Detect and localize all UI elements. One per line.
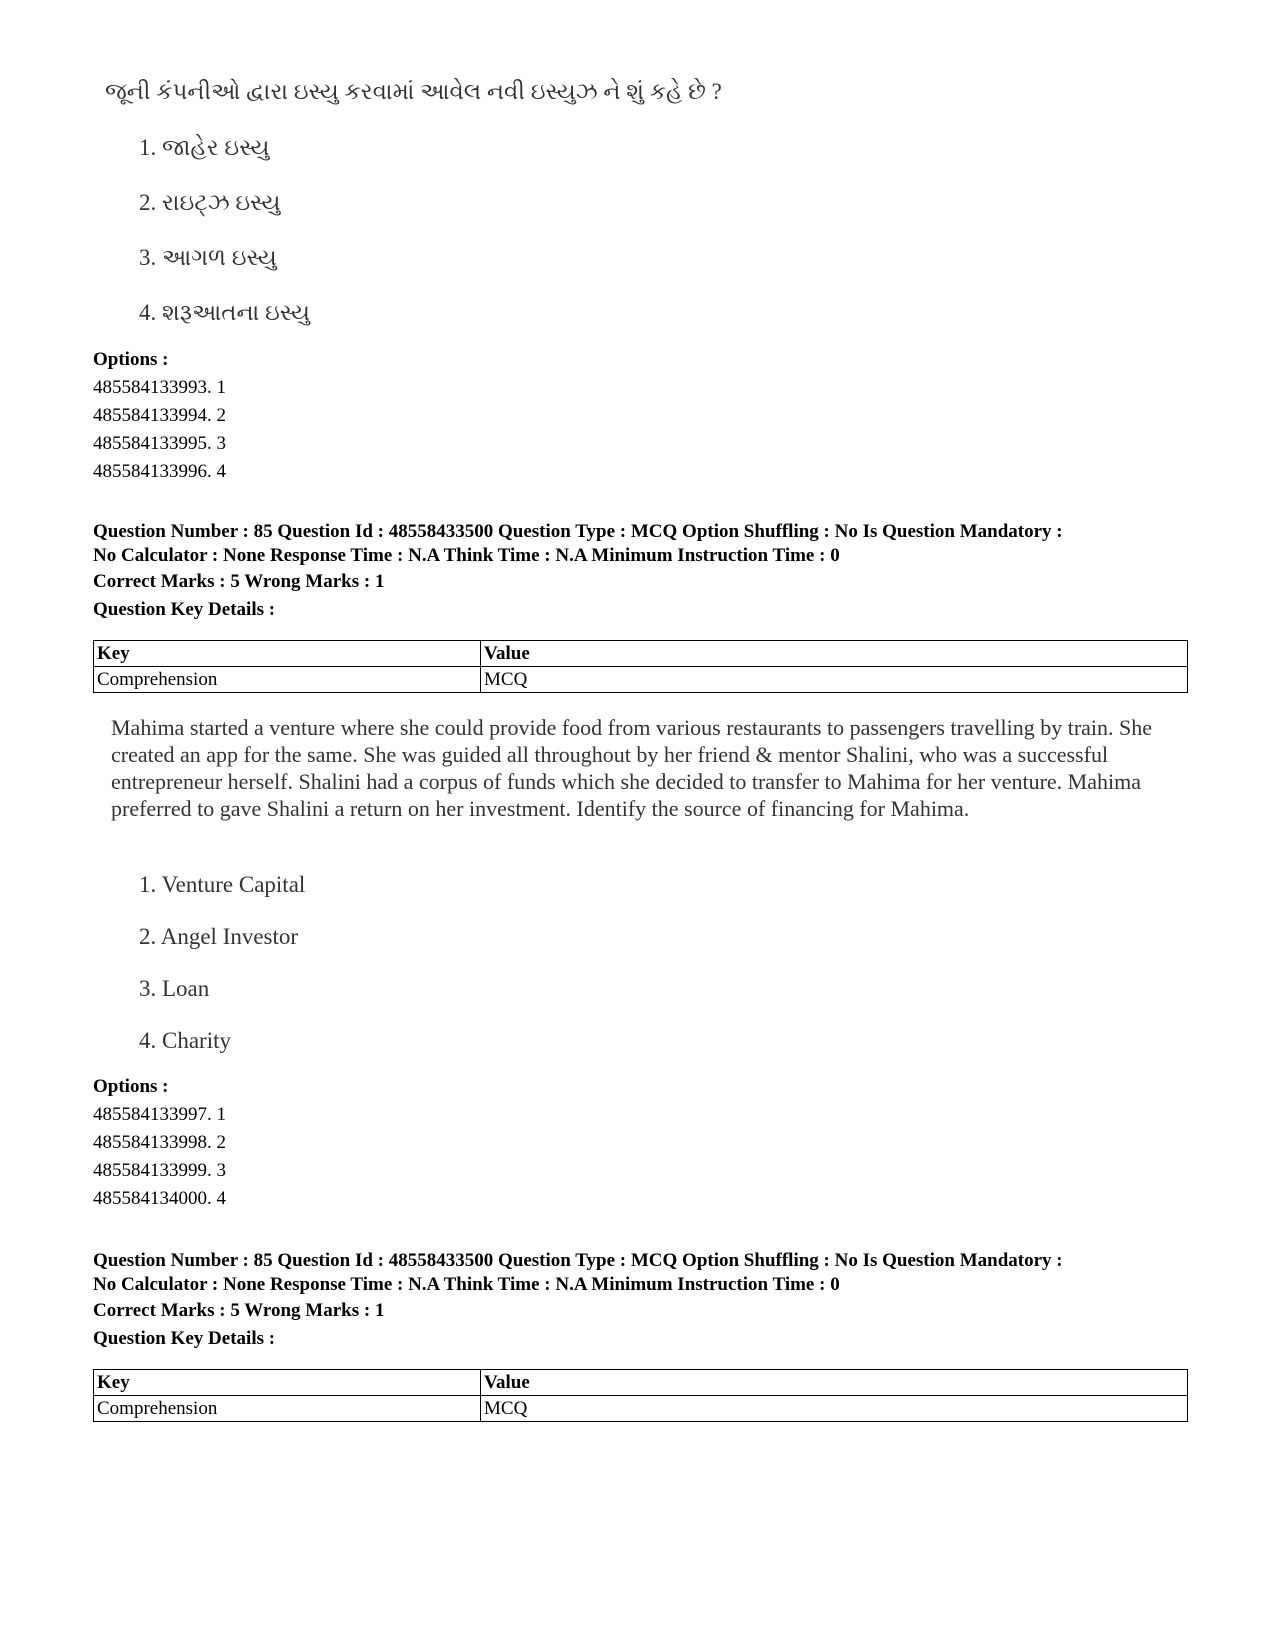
choice-item: 4. શરૂઆતના ઇસ્યુ — [139, 300, 311, 325]
table-row — [94, 1396, 1188, 1422]
table-header-row — [94, 641, 1188, 667]
table-header-key: Key — [94, 641, 481, 667]
choice-item: 3. Loan — [139, 976, 210, 1001]
table-header-row — [94, 1370, 1188, 1396]
table-cell-value: MCQ — [481, 667, 1188, 693]
table-cell-key: Comprehension — [94, 667, 481, 693]
choice-item: 2. Angel Investor — [139, 924, 299, 949]
option-line: 485584133999. 3 — [93, 1160, 226, 1181]
marks-line: Correct Marks : 5 Wrong Marks : 1 — [93, 1300, 385, 1321]
table-cell-value: MCQ — [481, 1396, 1188, 1422]
option-line: 485584133997. 1 — [93, 1104, 226, 1125]
gujarati-question-image — [105, 78, 722, 353]
question-meta-line: No Calculator : None Response Time : N.A Think Time : N.A Minimum Instruction Time : 0 — [93, 1274, 840, 1295]
choice-item: 2. રાઇટ્ઝ ઇસ્યુ — [139, 190, 281, 215]
options-list — [93, 346, 226, 486]
question-meta-line: No Calculator : None Response Time : N.A Think Time : N.A Minimum Instruction Time : 0 — [93, 545, 840, 566]
table-row — [94, 667, 1188, 693]
options-title: Options : — [93, 349, 169, 370]
marks-line: Correct Marks : 5 Wrong Marks : 1 — [93, 571, 385, 592]
table-header-value: Value — [481, 641, 1188, 667]
table-header-key: Key — [94, 1370, 481, 1396]
question-meta-line: Question Number : 85 Question Id : 48558433500 Question Type : MCQ Option Shuffling : No Is Question Mandatory : — [93, 1250, 1063, 1271]
choice-list — [105, 870, 305, 1078]
question-text: જૂની કંપનીઓ દ્વારા ઇસ્યુ કરવામાં આવેલ નવી ઇસ્યુઝ ને શું કહે છે ? — [105, 79, 722, 104]
options-list — [93, 1073, 226, 1213]
question-key-table — [93, 1369, 1188, 1422]
choice-list — [105, 133, 722, 353]
table-cell-key: Comprehension — [94, 1396, 481, 1422]
key-details-title: Question Key Details : — [93, 599, 276, 620]
key-details-title: Question Key Details : — [93, 1328, 276, 1349]
question-meta — [93, 520, 1183, 624]
options-title: Options : — [93, 1076, 169, 1097]
option-line: 485584134000. 4 — [93, 1188, 226, 1209]
question-key-table — [93, 640, 1188, 693]
choice-item: 1. જાહેર ઇસ્યુ — [139, 135, 270, 160]
choice-item: 1. Venture Capital — [139, 872, 306, 897]
question-meta — [93, 1249, 1183, 1353]
option-line: 485584133998. 2 — [93, 1132, 226, 1153]
option-line: 485584133995. 3 — [93, 433, 226, 454]
table-header-value: Value — [481, 1370, 1188, 1396]
question-meta-line: Question Number : 85 Question Id : 48558433500 Question Type : MCQ Option Shuffling : No Is Question Mandatory : — [93, 521, 1063, 542]
english-choices-image — [105, 870, 305, 1078]
option-line: 485584133994. 2 — [93, 405, 226, 426]
option-line: 485584133996. 4 — [93, 461, 226, 482]
option-line: 485584133993. 1 — [93, 377, 226, 398]
choice-item: 3. આગળ ઇસ્યુ — [139, 245, 277, 270]
comprehension-passage: Mahima started a venture where she could provide food from various restaurants to passengers travelling by train. She created an app for the same. She was guided all throughout by her friend & mentor Shalini, who was a successful entrepreneur herself. Shalini had a corpus of funds which she decided to transfer to Mahima for her venture. Mahima preferred to gave Shalini a return on her investment. Identify the source of financing for Mahima. — [111, 715, 1153, 821]
choice-item: 4. Charity — [139, 1028, 231, 1053]
